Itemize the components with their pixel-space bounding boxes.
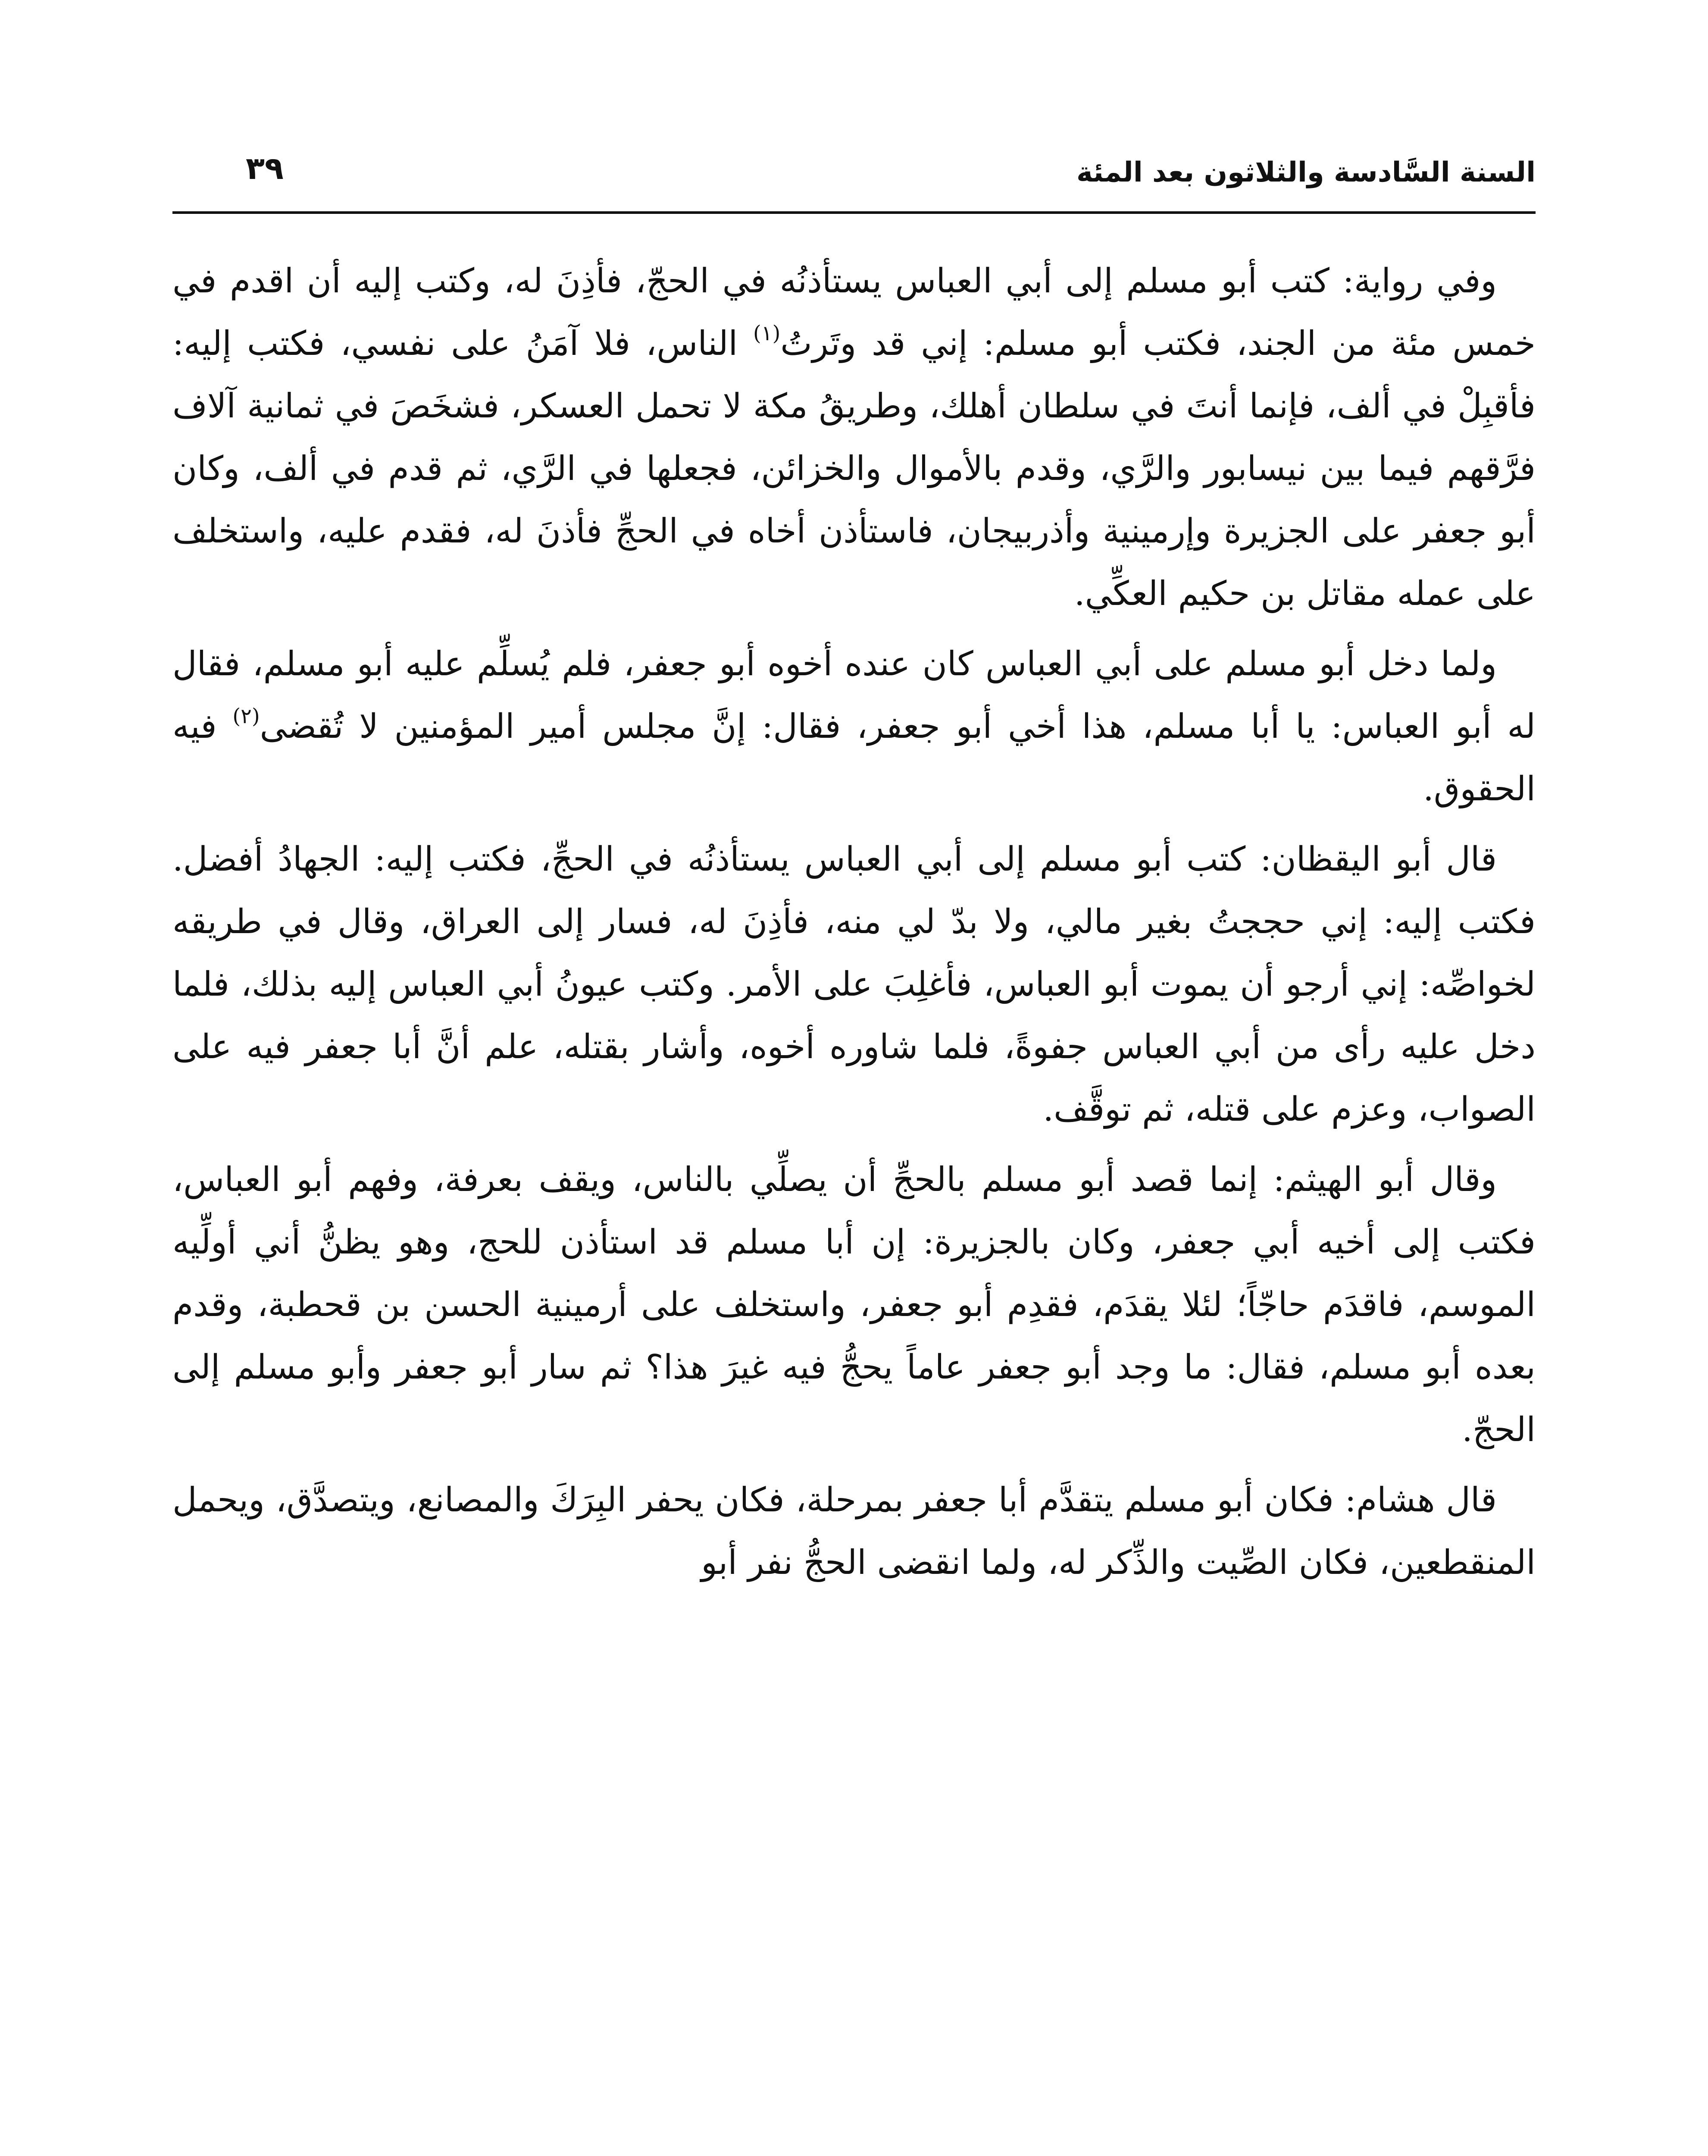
footnote-ref-1: (١) <box>753 321 781 345</box>
paragraph-3: قال أبو اليقظان: كتب أبو مسلم إلى أبي العباس يستأذنُه في الحجِّ، فكتب إليه: الجهادُ أفضل. فكتب إليه: إني حججتُ بغير مالي، ولا بدّ لي منه، فأذِنَ له، فسار إلى العراق، وقال في طريقه لخواصِّه: إني أرجو أن يموت أبو العباس، فأغلِبَ على الأمر. وكتب عيونُ أبي العباس إليه بذلك، فلما دخل عليه رأى من أبي العباس جفوةً، فلما شاوره أخوه، وأشار بقتله، علم أنَّ أبا جعفر فيه على الصواب، وعزم على قتله، ثم توقَّف. <box>172 840 1536 1129</box>
header-rule <box>172 211 1536 214</box>
paragraph-1-text-a: وفي رواية: كتب أبو مسلم إلى أبي العباس يستأذنُه في الحجّ، فأذِنَ له، وكتب إليه أن اقدم في خمس مئة من الجند، فكتب أبو مسلم: إني قد وتَرتُ <box>172 262 1536 363</box>
paragraph-1 <box>172 250 1536 625</box>
footnote-ref-2: (٢) <box>232 704 260 728</box>
paragraph-2 <box>172 633 1536 821</box>
running-title: السنة السَّادسة والثلاثون بعد المئة <box>1076 157 1536 188</box>
page-number: ٣٩ <box>246 150 284 186</box>
paragraph-2-text-a: ولما دخل أبو مسلم على أبي العباس كان عنده أخوه أبو جعفر، فلم يُسلِّم عليه أبو مسلم، فقال له أبو العباس: يا أبا مسلم، هذا أخي أبو جعفر، فقال: إنَّ مجلس أمير المؤمنين لا تُقضى <box>172 645 1536 746</box>
paragraph-4: وقال أبو الهيثم: إنما قصد أبو مسلم بالحجِّ أن يصلِّي بالناس، ويقف بعرفة، وفهم أبو العباس، فكتب إلى أخيه أبي جعفر، وكان بالجزيرة: إن أبا مسلم قد استأذن للحج، وهو يظنُّ أني أولِّيه الموسم، فاقدَم حاجّاً؛ لئلا يقدَم، فقدِم أبو جعفر، واستخلف على أرمينية الحسن بن قحطبة، وقدم بعده أبو مسلم، فقال: ما وجد أبو جعفر عاماً يحجُّ فيه غيرَ هذا؟ ثم سار أبو جعفر وأبو مسلم إلى الحجّ. <box>172 1160 1536 1449</box>
page-header <box>172 142 1536 207</box>
paragraph-2-text-b: فيه الحقوق. <box>172 707 1536 808</box>
paragraph-5: قال هشام: فكان أبو مسلم يتقدَّم أبا جعفر بمرحلة، فكان يحفر البِرَكَ والمصانع، ويتصدَّق، ويحمل المنقطعين، فكان الصِّيت والذِّكر له، ولما انقضى الحجُّ نفر أبو <box>172 1481 1536 1582</box>
paragraph-1-text-b: الناس، فلا آمَنُ على نفسي، فكتب إليه: فأقبِلْ في ألف، فإنما أنتَ في سلطان أهلك، وطريقُ مكة لا تحمل العسكر، فشخَصَ في ثمانية آلاف فرَّقهم فيما بين نيسابور والرَّي، وقدم بالأموال والخزائن، فجعلها في الرَّي، ثم قدم في ألف، وكان أبو جعفر على الجزيرة وإرمينية وأذربيجان، فاستأذن أخاه في الحجِّ فأذنَ له، فقدم عليه، واستخلف على عمله مقاتل بن حكيم العكِّي. <box>172 324 1536 613</box>
main-text <box>172 250 1536 1602</box>
